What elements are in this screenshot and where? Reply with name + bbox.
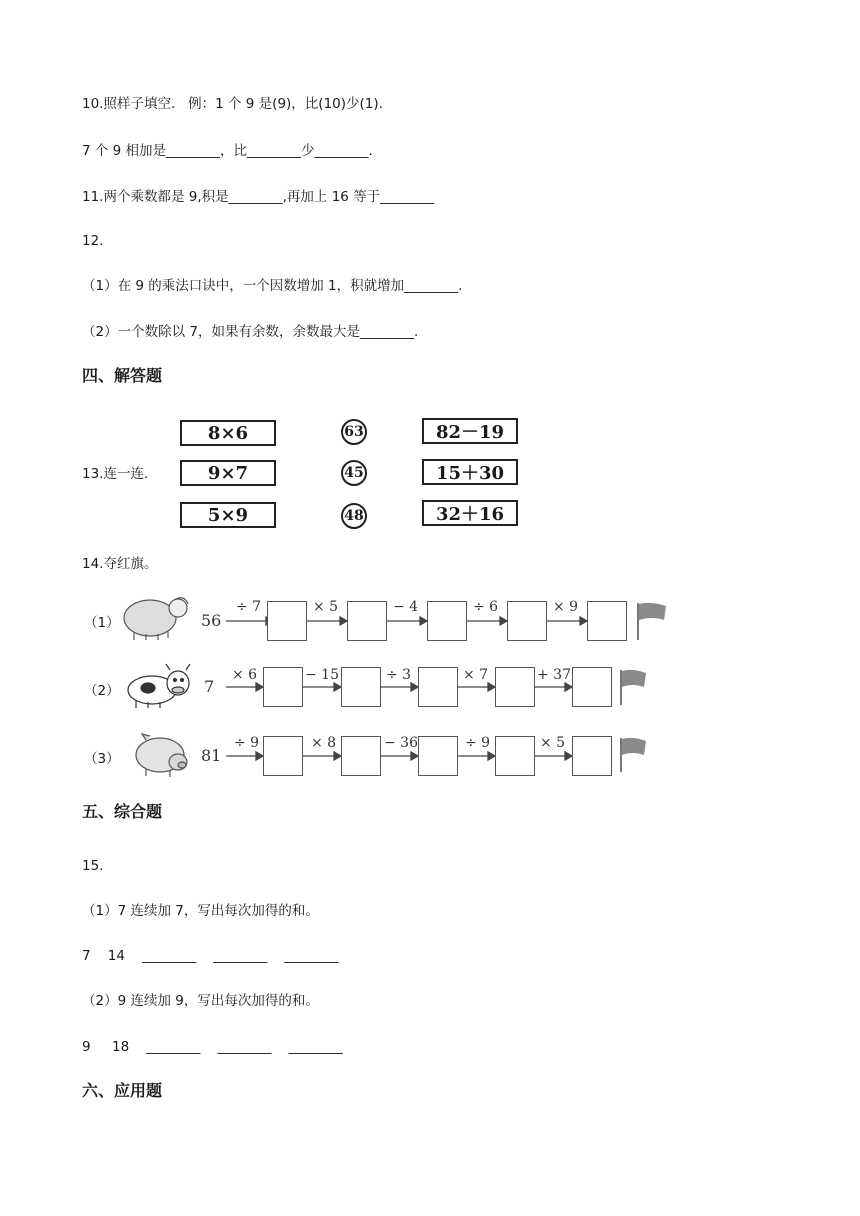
match-right-item[interactable]: 15＋30 bbox=[422, 459, 518, 485]
q14-operation: ÷ 7 bbox=[236, 599, 262, 615]
q15-number: 15. bbox=[82, 858, 104, 874]
q14-operation: + 37 bbox=[537, 667, 571, 683]
answer-box[interactable] bbox=[418, 667, 458, 707]
match-right-item[interactable]: 32＋16 bbox=[422, 500, 518, 526]
answer-box[interactable] bbox=[418, 736, 458, 776]
q15-part1-values: 7 14 ________ ________ ________ bbox=[82, 948, 339, 964]
answer-box[interactable] bbox=[263, 736, 303, 776]
q14-operation: × 8 bbox=[311, 735, 337, 751]
q14-operation: ÷ 9 bbox=[465, 735, 491, 751]
q14-operation: − 4 bbox=[393, 599, 419, 615]
section-heading-4: 四、解答题 bbox=[82, 366, 163, 385]
q14-operation: × 5 bbox=[313, 599, 339, 615]
q10-question-line: 7 个 9 相加是________，比________少________. bbox=[82, 143, 373, 159]
q14-start-number: 7 bbox=[204, 677, 215, 696]
match-left-item[interactable]: 8×6 bbox=[180, 420, 276, 446]
pig-icon bbox=[136, 734, 187, 777]
q10-example-line: 10.照样子填空. 例：1 个 9 是(9)，比(10)少(1). bbox=[82, 96, 383, 112]
match-left-item[interactable]: 5×9 bbox=[180, 502, 276, 528]
q15-part1: （1）7 连续加 7，写出每次加得的和。 bbox=[82, 903, 319, 919]
q11-line: 11.两个乘数都是 9,积是________,再加上 16 等于________ bbox=[82, 189, 435, 205]
q12-part1: （1）在 9 的乘法口诀中，一个因数增加 1，积就增加________. bbox=[82, 278, 463, 294]
q14-operation: × 5 bbox=[540, 735, 566, 751]
match-middle-circle[interactable]: 48 bbox=[341, 503, 367, 529]
q14-row-tag: （3） bbox=[84, 751, 120, 767]
red-flag-icon bbox=[621, 738, 646, 772]
q14-row-tag: （2） bbox=[84, 683, 120, 699]
q14-operation: × 7 bbox=[463, 667, 489, 683]
q14-operation: ÷ 9 bbox=[234, 735, 260, 751]
sheep-icon bbox=[124, 598, 188, 640]
cow-icon bbox=[128, 664, 190, 708]
q14-operation: − 36 bbox=[384, 735, 418, 751]
q14-label: 14.夺红旗。 bbox=[82, 556, 158, 572]
q12-part2: （2）一个数除以 7，如果有余数，余数最大是________. bbox=[82, 324, 419, 340]
q14-start-number: 56 bbox=[201, 611, 222, 630]
section-heading-5: 五、综合题 bbox=[82, 802, 163, 821]
answer-box[interactable] bbox=[347, 601, 387, 641]
answer-box[interactable] bbox=[495, 667, 535, 707]
answer-box[interactable] bbox=[587, 601, 627, 641]
answer-box[interactable] bbox=[572, 736, 612, 776]
q12-number: 12. bbox=[82, 233, 104, 249]
match-middle-circle[interactable]: 63 bbox=[341, 419, 367, 445]
match-right-item[interactable]: 82－19 bbox=[422, 418, 518, 444]
q14-operation: − 15 bbox=[305, 667, 339, 683]
q14-operation: ÷ 3 bbox=[386, 667, 412, 683]
red-flag-icon bbox=[621, 670, 646, 705]
q13-label: 13.连一连. bbox=[82, 466, 149, 482]
answer-box[interactable] bbox=[341, 736, 381, 776]
red-flag-icon bbox=[638, 603, 666, 640]
q14-operation: × 6 bbox=[232, 667, 258, 683]
q14-operation: × 9 bbox=[553, 599, 579, 615]
answer-box[interactable] bbox=[507, 601, 547, 641]
q14-row-tag: （1） bbox=[84, 615, 120, 631]
match-left-item[interactable]: 9×7 bbox=[180, 460, 276, 486]
answer-box[interactable] bbox=[495, 736, 535, 776]
section-heading-6: 六、应用题 bbox=[82, 1081, 163, 1100]
q15-part2-values: 9 18 ________ ________ ________ bbox=[82, 1039, 343, 1055]
answer-box[interactable] bbox=[341, 667, 381, 707]
match-middle-circle[interactable]: 45 bbox=[341, 460, 367, 486]
answer-box[interactable] bbox=[427, 601, 467, 641]
answer-box[interactable] bbox=[263, 667, 303, 707]
q14-start-number: 81 bbox=[201, 746, 222, 765]
q15-part2: （2）9 连续加 9，写出每次加得的和。 bbox=[82, 993, 319, 1009]
q14-operation: ÷ 6 bbox=[473, 599, 499, 615]
answer-box[interactable] bbox=[572, 667, 612, 707]
answer-box[interactable] bbox=[267, 601, 307, 641]
